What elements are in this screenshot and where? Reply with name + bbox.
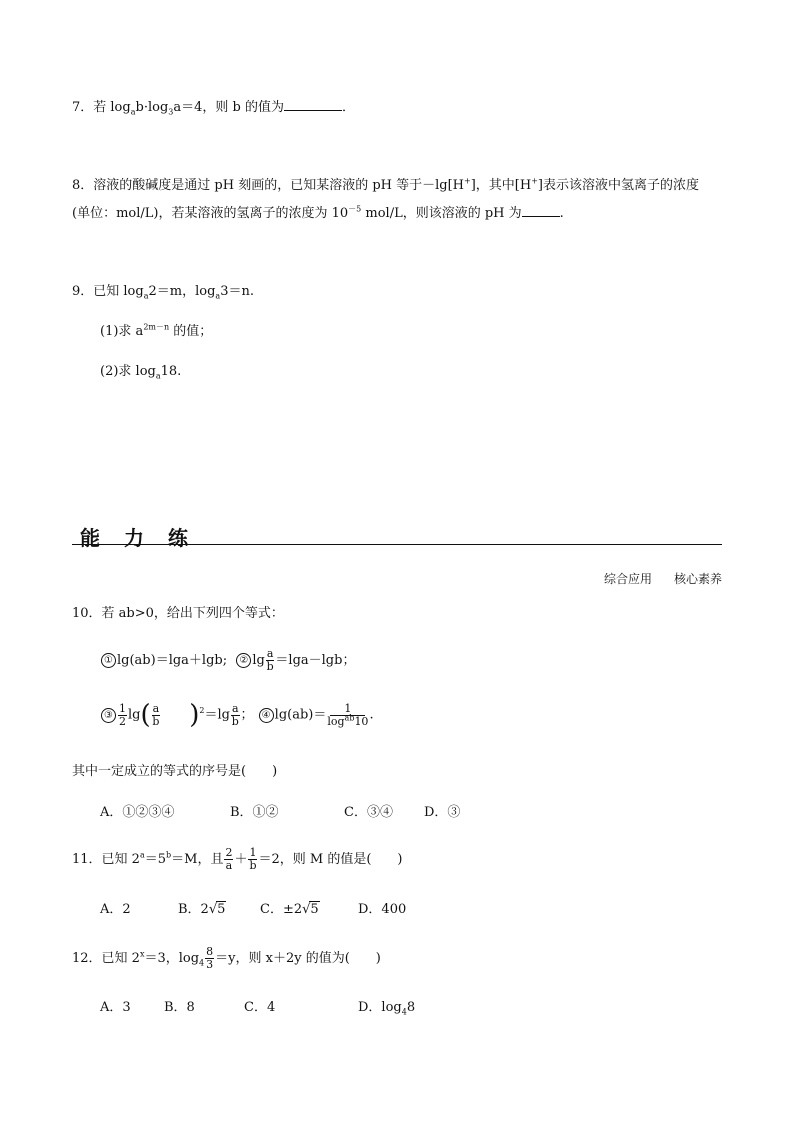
fraction-denominator: b bbox=[152, 714, 160, 728]
q11-text-2: ＝5 bbox=[144, 852, 167, 867]
q12-option-a[interactable]: A．3 bbox=[100, 1000, 131, 1015]
fraction-numerator: a bbox=[152, 701, 160, 715]
q7-sub-a: a bbox=[130, 107, 136, 117]
question-8-line1 bbox=[72, 174, 699, 193]
q11-option-d[interactable]: D．400 bbox=[358, 902, 407, 917]
fraction-numerator: 1 bbox=[119, 701, 126, 715]
q10-eq2-rhs: ＝lga－lgb； bbox=[275, 653, 356, 668]
q11-options bbox=[100, 898, 406, 917]
question-12 bbox=[72, 946, 381, 971]
q12-option-d-suffix: 8 bbox=[406, 1000, 416, 1015]
q10-option-a[interactable]: A．①②③④ bbox=[100, 805, 175, 820]
fraction-denominator: b bbox=[249, 859, 257, 872]
circled-number-1: ① bbox=[101, 653, 116, 668]
q8-text-1: 8．溶液的酸碱度是通过 pH 刻画的，已知某溶液的 pH 等于－lg[H bbox=[72, 178, 465, 193]
q11-text-3: ＝M，且 bbox=[171, 852, 224, 867]
q12-option-d-sub: 4 bbox=[401, 1007, 407, 1017]
fraction-denominator bbox=[327, 712, 369, 728]
q9-p2-sub: a bbox=[155, 371, 161, 381]
q7-suffix: ． bbox=[341, 100, 355, 115]
q9-text-3: 3＝n. bbox=[220, 284, 254, 299]
q10-eq4-lhs: lg(ab)＝ bbox=[274, 707, 327, 723]
sqrt-icon: √ bbox=[302, 902, 311, 917]
q10-eq4-ten: 10 bbox=[354, 714, 369, 728]
fraction-numerator: 2 bbox=[225, 846, 233, 859]
question-9-part2 bbox=[100, 360, 181, 379]
q10-eq3-rhs: ＝lg bbox=[204, 707, 230, 723]
fraction-denominator: a bbox=[225, 859, 233, 872]
q8-text-4: (单位：mol/L)，若某溶液的氢离子的浓度为 10 bbox=[72, 206, 349, 221]
q12-text-2: ＝3，log bbox=[144, 951, 200, 966]
q8-text-3: ]表示该溶液中氢离子的浓度 bbox=[537, 178, 699, 193]
q9-text-2: 2＝m，log bbox=[148, 284, 216, 299]
q10-options bbox=[100, 801, 460, 820]
q9-p2-text: (2)求 log bbox=[100, 364, 156, 379]
q11-option-a[interactable]: A．2 bbox=[100, 902, 131, 917]
q9-sub-2: a bbox=[215, 291, 221, 301]
q10-eq1: lg(ab)＝lga＋lgb; bbox=[117, 653, 228, 668]
q10-eq3-half bbox=[118, 703, 127, 728]
q10-eq2-fraction bbox=[266, 648, 275, 673]
circled-number-2: ② bbox=[236, 653, 251, 668]
q10-eq3-rhs-fraction bbox=[231, 703, 240, 728]
question-7 bbox=[72, 96, 355, 115]
q11-text-4: ＝2，则 M 的值是( ) bbox=[258, 852, 403, 867]
fraction-denominator: 3 bbox=[206, 958, 214, 971]
q11-option-c-text: C．±2 bbox=[260, 902, 303, 917]
q9-p1-suffix: 的值； bbox=[169, 324, 213, 339]
q7-answer-blank[interactable] bbox=[284, 110, 342, 111]
q10-eq4-log: log bbox=[327, 714, 345, 728]
circled-number-4: ④ bbox=[259, 708, 274, 723]
q12-exp-x: x bbox=[139, 949, 145, 959]
q12-text-1: 12．已知 2 bbox=[72, 951, 140, 966]
q10-eq4-sup: ab bbox=[344, 712, 355, 722]
question-9-part1 bbox=[100, 320, 212, 339]
q8-text-5: mol/L，则该溶液的 pH 为 bbox=[361, 206, 522, 221]
q10-ask bbox=[72, 760, 277, 779]
fraction-numerator: a bbox=[231, 701, 239, 715]
q11-fraction-2 bbox=[248, 847, 257, 872]
q12-option-d[interactable] bbox=[358, 996, 415, 1015]
q8-suffix: . bbox=[559, 206, 564, 221]
question-8-line2 bbox=[72, 202, 564, 221]
q11-option-b[interactable] bbox=[178, 898, 260, 917]
q9-p1-text: (1)求 a bbox=[100, 324, 144, 339]
q10-ask-text: 其中一定成立的等式的序号是( ) bbox=[72, 764, 278, 779]
q9-sub-1: a bbox=[143, 291, 149, 301]
q10-equations-row1 bbox=[100, 648, 355, 673]
q8-sup-1: + bbox=[464, 176, 471, 186]
q11-text-1: 11．已知 2 bbox=[72, 852, 140, 867]
q11-option-c-radicand: 5 bbox=[310, 902, 319, 917]
q12-option-c[interactable]: C．4 bbox=[244, 1000, 276, 1015]
section-title: 能力练 bbox=[80, 526, 212, 550]
q9-p2-suffix: 18. bbox=[160, 364, 182, 379]
q10-eq3-sep: ； bbox=[240, 707, 254, 723]
q8-text-2: ]，其中[H bbox=[470, 178, 532, 193]
q12-fraction bbox=[205, 946, 214, 971]
q10-eq2-lg: lg bbox=[252, 653, 265, 668]
q10-eq3-lg: lg bbox=[128, 707, 141, 723]
q10-equations-row2 bbox=[100, 702, 374, 728]
q11-option-b-radicand: 5 bbox=[217, 902, 226, 917]
q9-p1-exponent: 2m－n bbox=[143, 322, 170, 332]
q12-option-d-text: D．log bbox=[358, 1000, 402, 1015]
fraction-denominator: b bbox=[266, 660, 274, 673]
fraction-numerator: 8 bbox=[206, 945, 214, 958]
left-paren-icon: ( bbox=[140, 700, 151, 730]
q7-text: 7．若 log bbox=[72, 100, 131, 115]
section-divider bbox=[72, 544, 722, 545]
fraction-denominator: b bbox=[231, 714, 239, 728]
q12-sub-4: 4 bbox=[199, 958, 205, 968]
q7-text-mid2: a＝4，则 b 的值为 bbox=[173, 100, 284, 115]
q11-option-b-text: B．2 bbox=[178, 902, 209, 917]
q10-stem: 10．若 ab>0，给出下列四个等式： bbox=[72, 606, 284, 621]
fraction-numerator: 1 bbox=[330, 703, 365, 716]
tag-comprehensive: 综合应用 bbox=[603, 572, 652, 586]
q10-option-b[interactable]: B．①② bbox=[230, 805, 279, 820]
fraction-numerator: 1 bbox=[249, 846, 257, 859]
q10-option-c[interactable]: C．③④ bbox=[344, 805, 393, 820]
tag-core-literacy: 核心素养 bbox=[673, 572, 722, 586]
q11-exp-a: a bbox=[139, 850, 145, 860]
q12-text-3: ＝y，则 x＋2y 的值为( ) bbox=[215, 951, 381, 966]
sqrt-icon: √ bbox=[208, 902, 218, 917]
q12-options bbox=[100, 996, 415, 1015]
q12-option-b[interactable]: B．8 bbox=[164, 1000, 195, 1015]
q7-sub-3: 3 bbox=[168, 107, 174, 117]
circled-number-3: ③ bbox=[101, 708, 116, 723]
q11-exp-b: b bbox=[166, 850, 172, 860]
q10-eq4-fraction bbox=[327, 703, 368, 728]
q10-option-d[interactable]: D．③ bbox=[424, 805, 461, 820]
q11-option-c[interactable] bbox=[260, 898, 358, 917]
q7-text-mid1: b·log bbox=[135, 100, 169, 115]
section-tags bbox=[604, 570, 722, 587]
right-paren-icon: ) bbox=[189, 700, 200, 730]
question-11 bbox=[72, 847, 402, 872]
q11-plus: ＋ bbox=[234, 852, 248, 867]
q8-sup-2: + bbox=[531, 176, 538, 186]
q10-eq3-exponent: 2 bbox=[199, 706, 205, 716]
q10-eq3-inner-fraction bbox=[152, 703, 161, 728]
fraction-denominator: 2 bbox=[119, 714, 126, 728]
question-9 bbox=[72, 280, 254, 299]
fraction-numerator: a bbox=[266, 647, 274, 660]
q8-answer-blank[interactable] bbox=[522, 216, 560, 217]
question-10 bbox=[72, 602, 284, 621]
q10-eq4-period: . bbox=[369, 707, 374, 723]
q11-fraction-1 bbox=[224, 847, 233, 872]
q9-text-1: 9．已知 log bbox=[72, 284, 144, 299]
q8-exponent: －5 bbox=[348, 204, 362, 214]
